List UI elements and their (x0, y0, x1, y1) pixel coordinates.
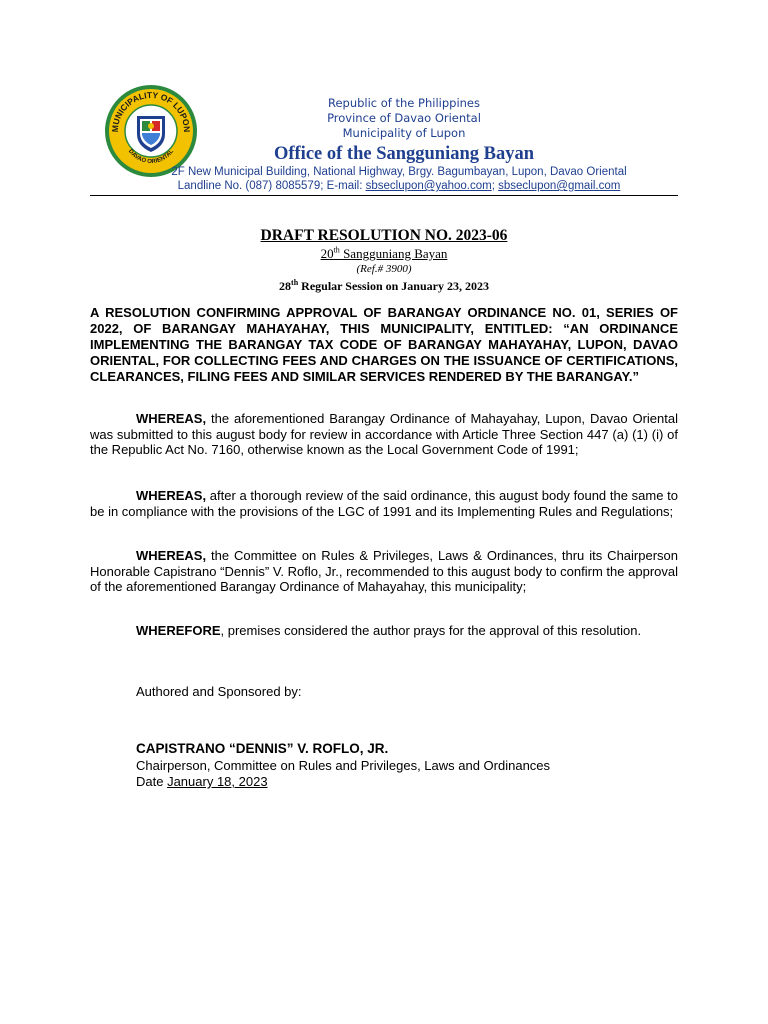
reference-number: (Ref.# 3900) (356, 263, 412, 275)
paragraph-text: the Committee on Rules & Privileges, Laws & Ordinances, thru its Chairperson Honorable Capistrano “Dennis” V. Roflo, Jr., recommended to this august body to confirm the approval of the aforementioned Barangay Ordinance of Mahayahay, this municipality; (90, 548, 678, 594)
letterhead (90, 96, 678, 193)
header-municipality: Municipality of Lupon (342, 126, 466, 140)
date-label: Date (136, 774, 168, 789)
header-contact (90, 179, 678, 193)
paragraph-text: after a thorough review of the said ordinance, this august body found the same to be in compliance with the provisions of the LGC of 1991 and its Implementing Rules and Regulations; (90, 488, 678, 519)
session-text: Regular Session on January 23, 2023 (298, 279, 489, 293)
seal-ring-text-bottom: DAVAO ORIENTAL (126, 148, 176, 166)
date-value: January 18, 2023 (167, 774, 268, 789)
header-republic: Republic of the Philippines (327, 96, 481, 110)
header-province: Province of Davao Oriental (327, 111, 481, 125)
whereas-paragraph-1 (90, 411, 678, 458)
email-yahoo-link[interactable]: sbseclupon@yahoo.com (365, 180, 492, 192)
wherefore-paragraph (90, 623, 678, 639)
paragraph-lead: WHEREAS, (136, 548, 207, 563)
email-separator: ; (491, 180, 499, 192)
whereas-paragraph-2 (90, 488, 678, 519)
sb-number: 20 (320, 246, 334, 261)
signer-date (136, 774, 268, 789)
session-number: 28 (279, 279, 292, 293)
header-landline: Landline No. (087) 8085579; E-mail: (177, 180, 366, 192)
paragraph-text: , premises considered the author prays for the approval of this resolution. (220, 623, 642, 638)
session-ordinal: th (291, 278, 299, 287)
paragraph-lead: WHEREFORE (136, 623, 221, 638)
seal-ring-text-top: MUNICIPALITY OF LUPON (109, 89, 193, 133)
resolution-caption: A RESOLUTION CONFIRMING APPROVAL OF BARANGAY ORDINANCE NO. 01, SERIES OF 2022, OF BARANGAY MAHAYAHAY, THIS MUNICIPALITY, ENTITLED: “AN ORDINANCE IMPLEMENTING THE BARANGAY TAX CODE OF BARANGAY MAHAYAHAY, LUPON, DAVAO ORIENTAL, FOR COLLECTING FEES AND CHARGES ON THE ISSUANCE OF CERTIFICATIONS, CLEARANCES, FILING FEES AND SIMILAR SERVICES RENDERED BY THE BARANGAY.” (90, 305, 678, 384)
header-divider (90, 195, 678, 196)
paragraph-lead: WHEREAS, (136, 488, 207, 503)
email-gmail-link[interactable]: sbseclupon@gmail.com (498, 180, 621, 192)
sb-name: Sangguniang Bayan (339, 246, 448, 261)
authored-by-label: Authored and Sponsored by: (136, 684, 302, 699)
session-line (90, 278, 678, 294)
signer-name: CAPISTRANO “DENNIS” V. ROFLO, JR. (136, 741, 389, 756)
whereas-paragraph-3 (90, 548, 678, 595)
sangguniang-bayan-line (90, 246, 678, 262)
signer-position: Chairperson, Committee on Rules and Privileges, Laws and Ordinances (136, 758, 551, 773)
resolution-number: DRAFT RESOLUTION NO. 2023-06 (260, 227, 508, 244)
title-block (90, 226, 678, 294)
header-office: Office of the Sangguniang Bayan (273, 144, 535, 164)
paragraph-lead: WHEREAS, (136, 411, 207, 426)
paragraph-text: the aforementioned Barangay Ordinance of Mahayahay, Lupon, Davao Oriental was submitted to this august body for review in accordance with Article Three Section 447 (a) (1) (i) of the Republic Act No. 7160, otherwise known as the Local Government Code of 1991; (90, 411, 678, 457)
header-address: 2F New Municipal Building, National Highway, Brgy. Bagumbayan, Lupon, Davao Oriental (171, 166, 627, 178)
sb-ordinal: th (333, 245, 340, 255)
